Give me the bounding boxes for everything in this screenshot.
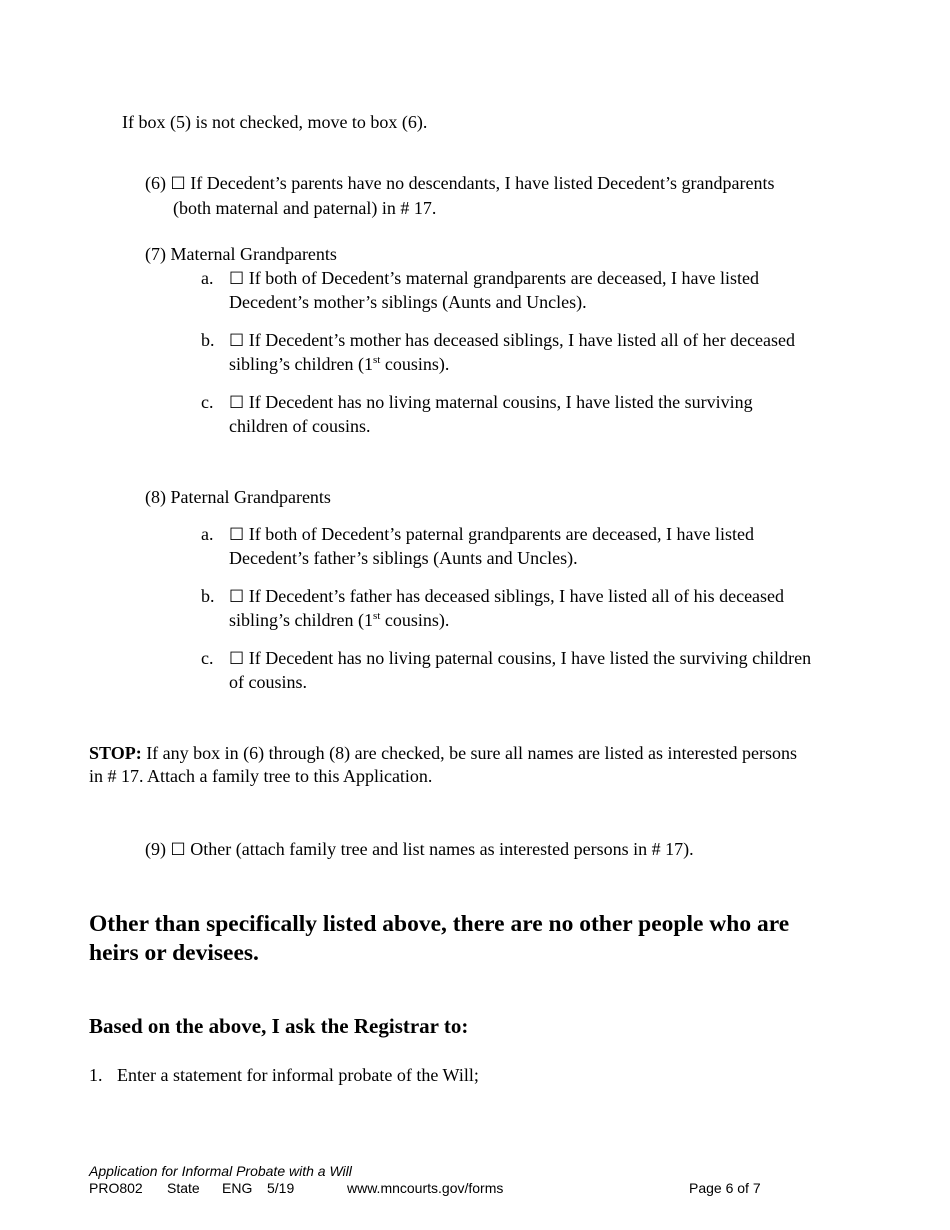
footer-url: www.mncourts.gov/forms	[347, 1180, 504, 1196]
item-6	[145, 171, 775, 196]
item-8a-text: If both of Decedent’s paternal grandparents are deceased, I have listed	[248, 524, 755, 544]
item-7a	[201, 266, 759, 291]
item-7-title: Maternal Grandparents	[170, 244, 337, 264]
item-6-checkbox[interactable]: ☐	[170, 174, 186, 194]
item-7c-checkbox[interactable]: ☐	[229, 393, 245, 413]
item-6-text: If Decedent’s parents have no descendants, I have listed Decedent’s grandparents	[190, 173, 775, 193]
stop-text-cont: in # 17. Attach a family tree to this Application.	[89, 766, 433, 786]
item-8c-letter: c.	[201, 648, 214, 668]
item-8b-text-cont: sibling’s children (1st cousins).	[229, 610, 450, 630]
item-7c	[201, 390, 753, 415]
item-7a-letter: a.	[201, 268, 214, 288]
request-item-1-text: Enter a statement for informal probate of the Will;	[117, 1065, 479, 1085]
item-7b-text: If Decedent’s mother has deceased siblings, I have listed all of her deceased	[248, 330, 796, 350]
item-8c-text: If Decedent has no living paternal cousins, I have listed the surviving children	[248, 648, 812, 668]
item-7a-text-cont: Decedent’s mother’s siblings (Aunts and Uncles).	[229, 292, 587, 312]
item-8b-letter: b.	[201, 586, 215, 606]
item-7a-checkbox[interactable]: ☐	[229, 269, 245, 289]
item-9-checkbox[interactable]: ☐	[170, 840, 186, 860]
item-8-heading	[145, 485, 331, 509]
item-7b-letter: b.	[201, 330, 215, 350]
footer-form-title: Application for Informal Probate with a Will	[89, 1163, 352, 1179]
stop-text: If any box in (6) through (8) are checked, be sure all names are listed as interested persons	[141, 743, 797, 763]
item-7-heading	[145, 242, 337, 266]
stop-label: STOP:	[89, 743, 142, 763]
item-8-number: (8)	[145, 487, 166, 507]
item-8a-checkbox[interactable]: ☐	[229, 525, 245, 545]
footer-state: State	[167, 1180, 200, 1196]
item-8b-checkbox[interactable]: ☐	[229, 587, 245, 607]
item-7b	[201, 328, 795, 353]
item-6-number: (6)	[145, 173, 166, 193]
intro-text: If box (5) is not checked, move to box (6).	[122, 112, 428, 132]
item-8b	[201, 584, 784, 609]
item-8a-text-cont: Decedent’s father’s siblings (Aunts and Uncles).	[229, 548, 578, 568]
item-7a-text: If both of Decedent’s maternal grandparents are deceased, I have listed	[248, 268, 760, 288]
item-8a	[201, 522, 754, 547]
item-8c-text-cont: of cousins.	[229, 672, 307, 692]
request-item-1-number: 1.	[89, 1065, 103, 1085]
item-7b-checkbox[interactable]: ☐	[229, 331, 245, 351]
stop-notice	[89, 741, 797, 765]
item-8a-letter: a.	[201, 524, 214, 544]
item-7b-text-cont: sibling’s children (1st cousins).	[229, 354, 450, 374]
footer-form-code: PRO802	[89, 1180, 143, 1196]
footer-language: ENG	[222, 1180, 253, 1196]
item-7c-letter: c.	[201, 392, 214, 412]
item-8c-checkbox[interactable]: ☐	[229, 649, 245, 669]
no-other-heirs-heading: Other than specifically listed above, there are no other people who are heirs or devisees.	[89, 911, 790, 966]
registrar-request-heading: Based on the above, I ask the Registrar to:	[89, 1014, 469, 1038]
item-8-title: Paternal Grandparents	[170, 487, 331, 507]
item-8b-text: If Decedent’s father has deceased siblings, I have listed all of his deceased	[248, 586, 785, 606]
item-9-number: (9)	[145, 839, 166, 859]
item-9-text: Other (attach family tree and list names as interested persons in # 17).	[190, 839, 694, 859]
item-7-number: (7)	[145, 244, 166, 264]
item-7c-text-cont: children of cousins.	[229, 416, 371, 436]
item-6-text-cont: (both maternal and paternal) in # 17.	[173, 198, 437, 218]
item-9	[145, 837, 694, 862]
footer-revision-date: 5/19	[267, 1180, 295, 1196]
footer-page-number: Page 6 of 7	[689, 1180, 761, 1196]
request-item-1	[89, 1063, 479, 1087]
item-8c	[201, 646, 811, 671]
item-7c-text: If Decedent has no living maternal cousins, I have listed the surviving	[248, 392, 753, 412]
